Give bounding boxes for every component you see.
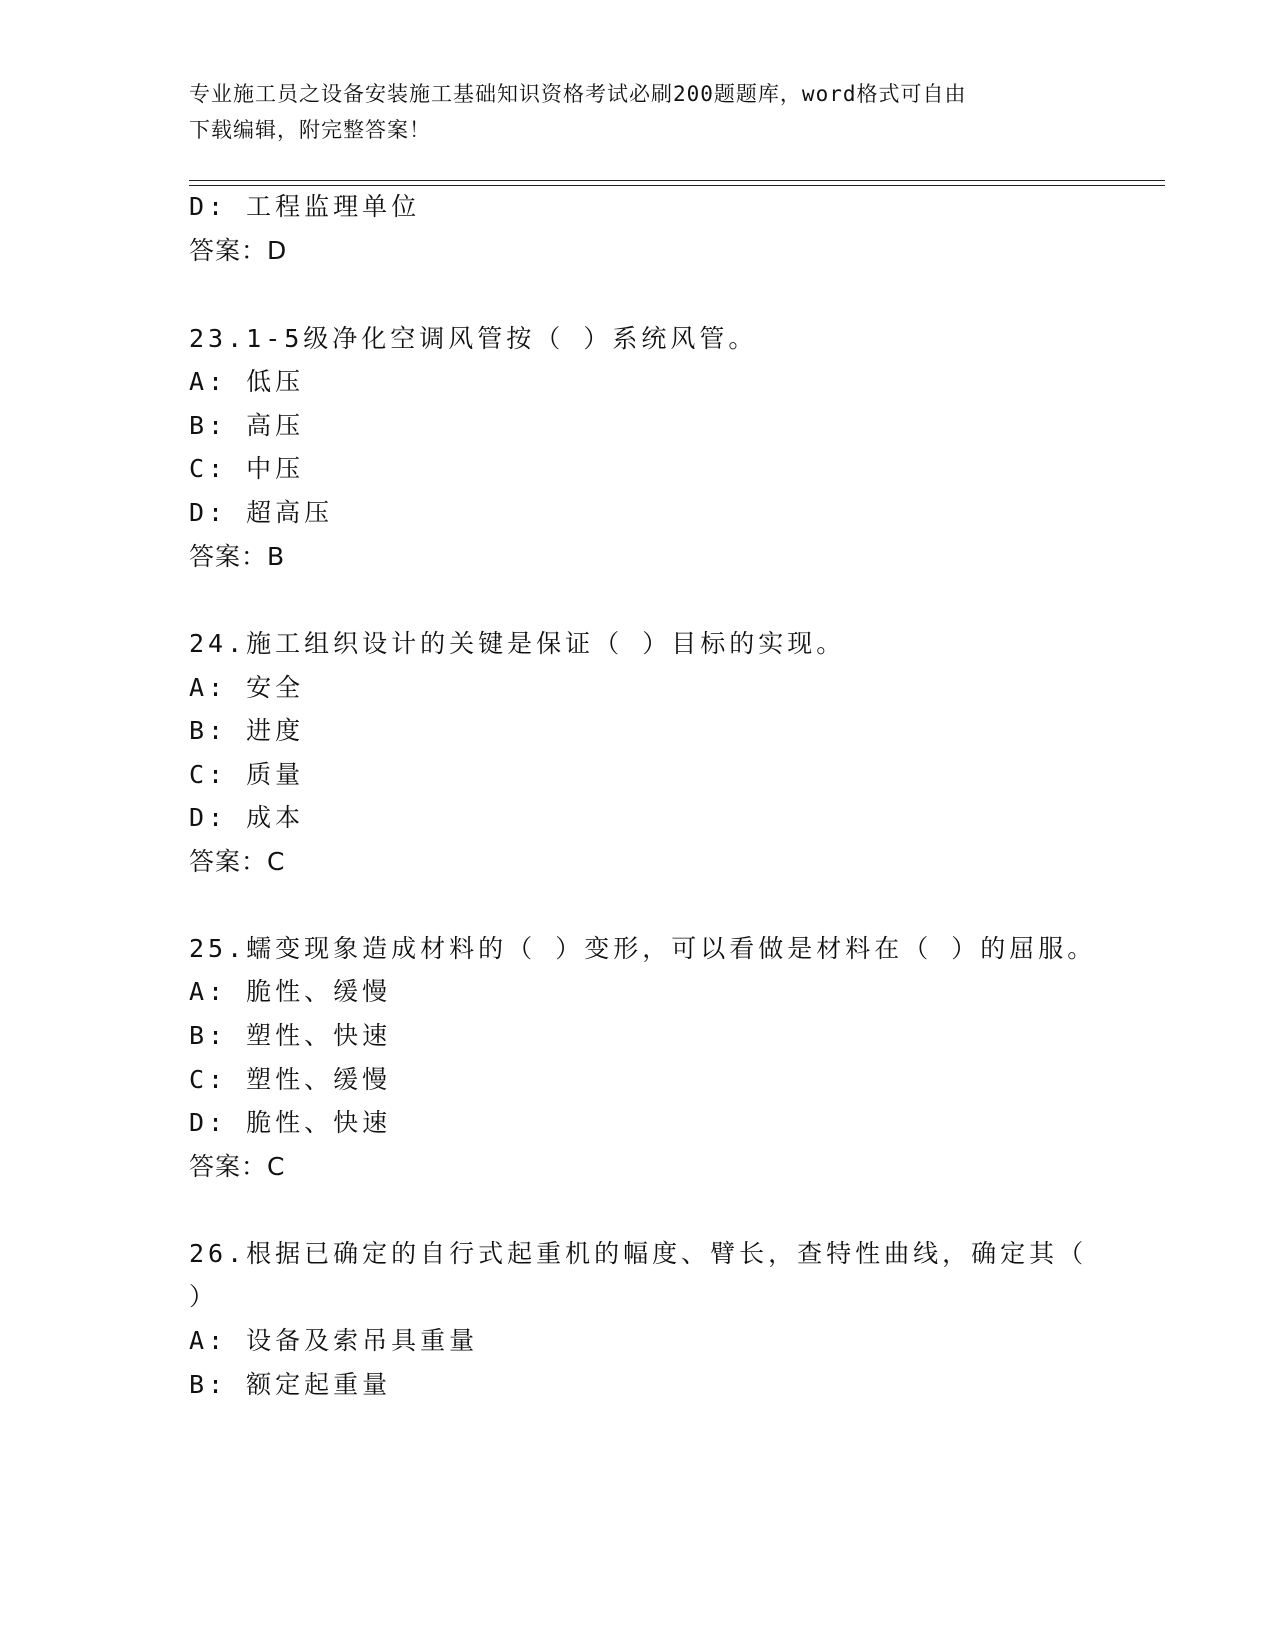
question-23-option-c: C: 中压 xyxy=(189,454,305,483)
question-25-option-b: B: 塑性、快速 xyxy=(189,1021,392,1050)
question-26-stem: 26.根据已确定的自行式起重机的幅度、臂长，查特性曲线，确定其（ xyxy=(189,1239,1088,1268)
question-25-option-d: D: 脆性、快速 xyxy=(189,1108,392,1137)
question-23-option-b: B: 高压 xyxy=(189,411,305,440)
question-25-answer: 答案：C xyxy=(189,1152,286,1181)
question-25-option-a: A: 脆性、缓慢 xyxy=(189,977,392,1006)
question-24-option-d: D: 成本 xyxy=(189,803,305,832)
question-24-option-b: B: 进度 xyxy=(189,716,305,745)
document-header xyxy=(189,76,1089,148)
question-26-stem-continued: ） xyxy=(189,1282,219,1311)
question-23-stem: 23.1-5级净化空调风管按（ ）系统风管。 xyxy=(189,324,758,353)
header-divider-bottom xyxy=(189,185,1165,186)
question-26-option-a: A: 设备及索吊具重量 xyxy=(189,1326,479,1355)
prev-option-d: D: 工程监理单位 xyxy=(189,192,421,221)
question-24-stem: 24.施工组织设计的关键是保证（ ）目标的实现。 xyxy=(189,629,846,658)
question-24-option-c: C: 质量 xyxy=(189,760,305,789)
prev-answer: 答案：D xyxy=(189,236,288,265)
question-25-option-c: C: 塑性、缓慢 xyxy=(189,1065,392,1094)
header-line-2: 下载编辑，附完整答案！ xyxy=(189,118,431,142)
question-23-option-a: A: 低压 xyxy=(189,367,305,396)
header-divider-top xyxy=(189,180,1165,181)
question-25-stem: 25.蠕变现象造成材料的（ ）变形，可以看做是材料在（ ）的屈服。 xyxy=(189,934,1097,963)
question-26-option-b: B: 额定起重量 xyxy=(189,1370,392,1399)
header-line-1: 专业施工员之设备安装施工基础知识资格考试必刷200题题库，word格式可自由 xyxy=(189,82,967,106)
question-23-option-d: D: 超高压 xyxy=(189,498,334,527)
question-24-option-a: A: 安全 xyxy=(189,673,305,702)
question-23-answer: 答案：B xyxy=(189,542,286,571)
question-24-answer: 答案：C xyxy=(189,847,286,876)
